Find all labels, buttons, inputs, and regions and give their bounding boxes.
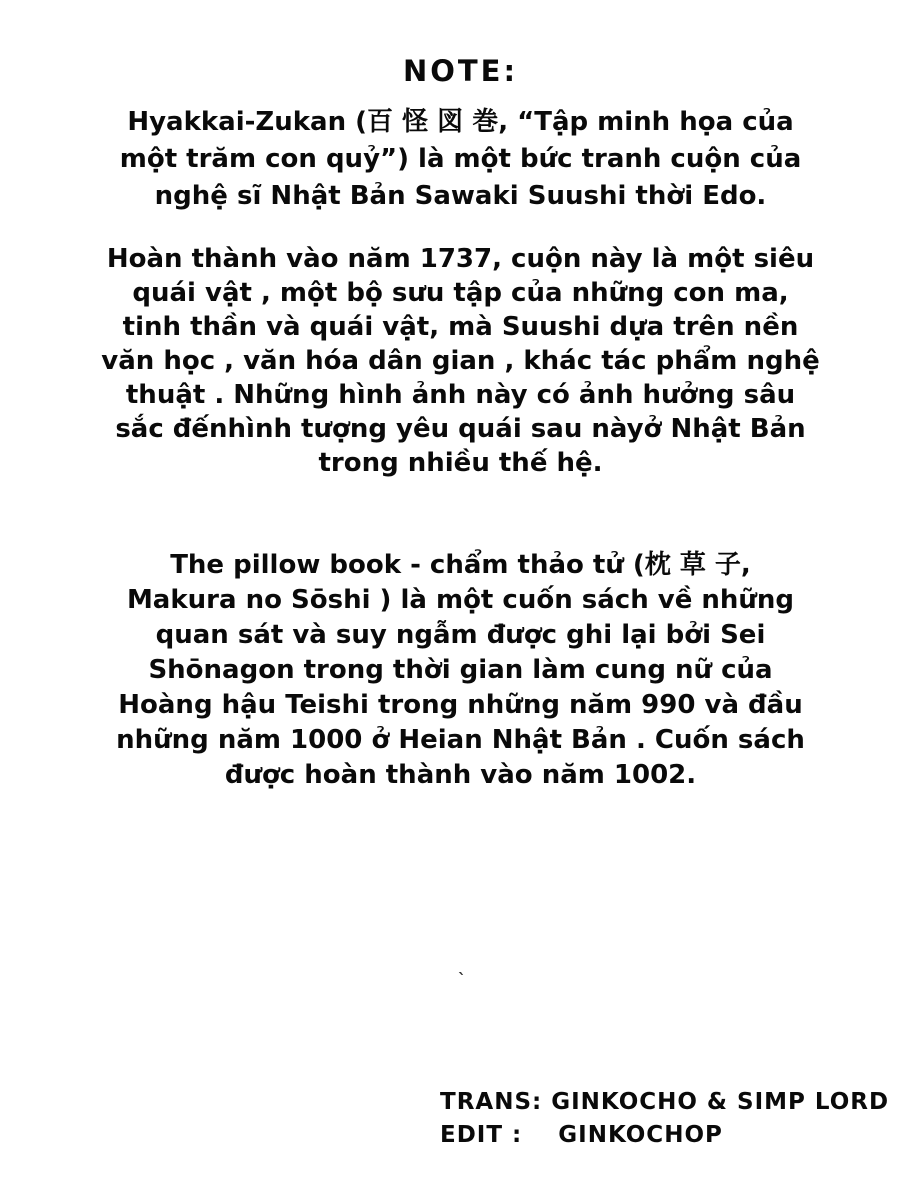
text-line: Hoàn thành vào năm 1737, cuộn này là một siêu — [106, 244, 815, 274]
paragraph-pillow-book — [0, 548, 921, 793]
text-line: Hoàng hậu Teishi trong những năm 990 và đầu — [118, 690, 803, 720]
text-line: The pillow book - chẩm thảo tử (枕 草 子, — [170, 550, 751, 580]
credits-block — [440, 1086, 889, 1152]
credits-translator: TRANS: GINKOCHO & SIMP LORD — [440, 1089, 890, 1115]
text-line: quan sát và suy ngẫm được ghi lại bởi Sei — [155, 620, 766, 650]
text-line: nghệ sĩ Nhật Bản Sawaki Suushi thời Edo. — [154, 181, 767, 211]
paragraph-hyakkai-zukan — [0, 104, 921, 215]
text-line: Shōnagon trong thời gian làm cung nữ của — [148, 655, 773, 685]
text-line: quái vật , một bộ sưu tập của những con ma, — [132, 278, 789, 308]
stray-scan-mark: ` — [458, 970, 466, 989]
text-line: sắc đếnhình tượng yêu quái sau nàyở Nhật Bản — [115, 414, 806, 444]
text-line: văn học , văn hóa dân gian , khác tác phẩm nghệ — [101, 346, 820, 376]
text-line: tinh thần và quái vật, mà Suushi dựa trên nền — [122, 312, 799, 342]
text-line: một trăm con quỷ”) là một bức tranh cuộn của — [119, 144, 802, 174]
text-line: trong nhiều thế hệ. — [318, 448, 603, 478]
text-line: những năm 1000 ở Heian Nhật Bản . Cuốn sách — [116, 725, 805, 755]
text-line: Hyakkai-Zukan (百 怪 図 巻, “Tập minh họa của — [127, 107, 794, 137]
text-line: Makura no Sōshi ) là một cuốn sách về những — [126, 585, 795, 615]
text-line: được hoàn thành vào năm 1002. — [224, 760, 697, 790]
paragraph-scroll-description — [0, 242, 921, 480]
note-heading: NOTE: — [402, 54, 519, 88]
credits-editor: EDIT : GINKOCHOP — [440, 1122, 723, 1148]
text-line: thuật . Những hình ảnh này có ảnh hưởng sâu — [125, 380, 796, 410]
